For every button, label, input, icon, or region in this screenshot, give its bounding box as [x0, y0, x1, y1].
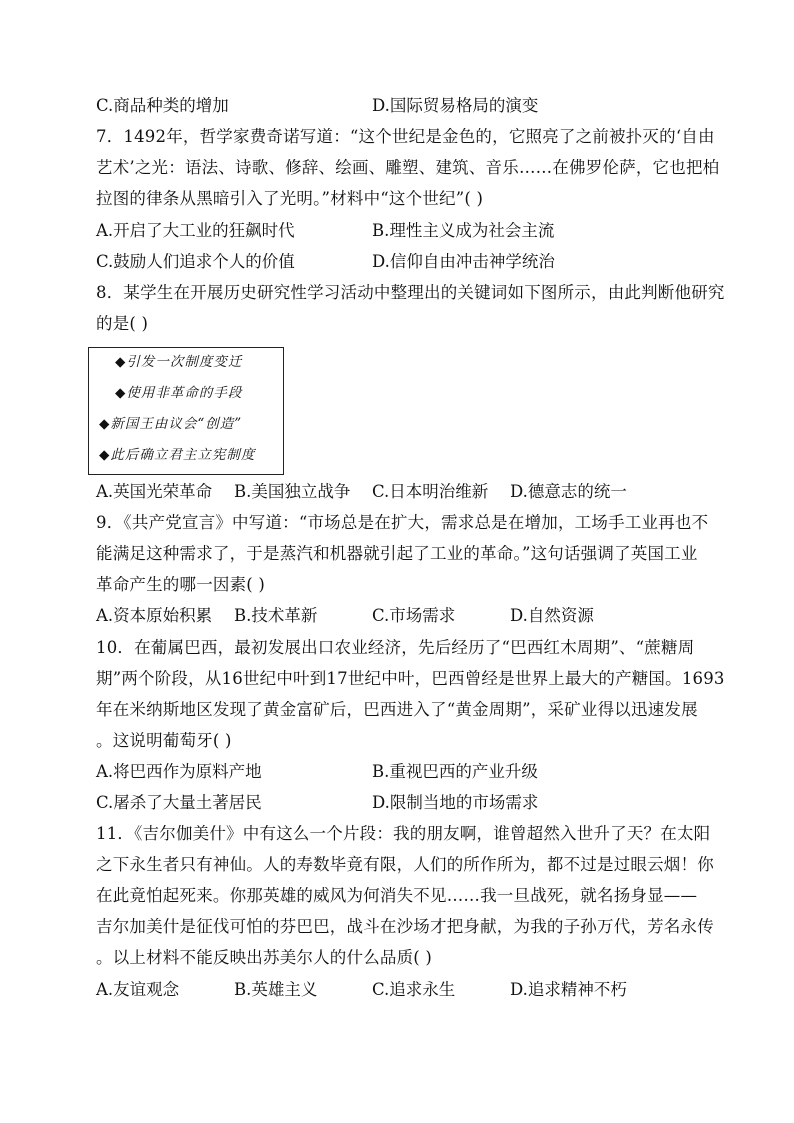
q11-stem-line-4: 吉尔加美什是征伐可怕的芬巴巴，战斗在沙场才把身献，为我的子孙万代，芳名永传 [96, 917, 714, 936]
q8-stem-line-2: 的是( ) [96, 314, 149, 333]
q7-option-d: D.信仰自由冲击神学统治 [372, 252, 555, 271]
q10-option-a: A.将巴西作为原料产地 [96, 762, 262, 781]
q10-option-c: C.屠杀了大量土著居民 [96, 793, 262, 812]
q11-option-a: A.友谊观念 [96, 980, 180, 999]
keyword-item: ◆使用非革命的手段 [115, 385, 243, 401]
q10-stem-line-2: 期”两个阶段，从16世纪中叶到17世纪中叶，巴西曾经是世界上最大的产糖国。1693 [96, 669, 725, 688]
q9-option-c: C.市场需求 [372, 606, 456, 625]
q6-option-c: C.商品种类的增加 [96, 96, 229, 115]
q11-stem-line-5: 。以上材料不能反映出苏美尔人的什么品质( ) [96, 948, 433, 967]
keyword-item: ◆此后确立君主立宪制度 [99, 447, 256, 463]
q8-option-b: B.美国独立战争 [234, 482, 351, 501]
q7-stem-line-3: 拉图的律条从黑暗引入了光明。”材料中“这个世纪”( ) [96, 189, 484, 208]
q11-option-d: D.追求精神不朽 [510, 980, 627, 999]
q10-stem-line-4: 。这说明葡萄牙( ) [96, 731, 232, 750]
keyword-item: ◆新国王由议会“创造” [99, 416, 243, 432]
q7-stem-line-2: 艺术’之光：语法、诗歌、修辞、绘画、雕塑、建筑、音乐……在佛罗伦萨，它也把柏 [96, 158, 720, 177]
q7-stem-line-1: 7．1492年，哲学家费奇诺写道：“这个世纪是金色的，它照亮了之前被扑灭的‘自由 [96, 127, 715, 146]
keyword-item: ◆引发一次制度变迁 [115, 354, 243, 370]
q8-option-a: A.英国光荣革命 [96, 482, 213, 501]
q11-option-b: B.英雄主义 [234, 980, 318, 999]
q9-stem-line-1: 9．《共产党宣言》中写道：“市场总是在扩大，需求总是在增加，工场手工业再也不 [96, 513, 709, 532]
q11-stem-line-1: 11．《吉尔伽美什》中有这么一个片段：我的朋友啊，谁曾超然入世升了天？在太阳 [96, 824, 711, 843]
q10-option-d: D.限制当地的市场需求 [372, 793, 539, 812]
keyword-box [88, 347, 284, 475]
q11-stem-line-2: 之下永生者只有神仙。人的寿数毕竟有限，人们的所作所为，都不过是过眼云烟！你 [96, 855, 714, 874]
q10-stem-line-1: 10．在葡属巴西，最初发展出口农业经济，先后经历了“巴西红木周期”、“蔗糖周 [96, 638, 695, 657]
q9-option-a: A.资本原始积累 [96, 606, 213, 625]
q8-stem-line-1: 8．某学生在开展历史研究性学习活动中整理出的关键词如下图所示，由此判断他研究 [96, 283, 725, 302]
q9-stem-line-2: 能满足这种需求了，于是蒸汽和机器就引起了工业的革命。”这句话强调了英国工业 [96, 544, 698, 563]
q7-option-b: B.理性主义成为社会主流 [372, 221, 555, 240]
q8-option-c: C.日本明治维新 [372, 482, 489, 501]
q9-option-b: B.技术革新 [234, 606, 318, 625]
q10-option-b: B.重视巴西的产业升级 [372, 762, 538, 781]
q11-stem-line-3: 在此竟怕起死来。你那英雄的威风为何消失不见……我一旦战死，就名扬身显—— [96, 886, 698, 905]
q7-option-c: C.鼓励人们追求个人的价值 [96, 252, 295, 271]
q7-option-a: A.开启了大工业的狂飙时代 [96, 221, 295, 240]
q10-stem-line-3: 年在米纳斯地区发现了黄金富矿后，巴西进入了“黄金周期”，采矿业得以迅速发展 [96, 700, 698, 719]
q9-stem-line-3: 革命产生的哪一因素( ) [96, 575, 266, 594]
q11-option-c: C.追求永生 [372, 980, 456, 999]
q9-option-d: D.自然资源 [510, 606, 594, 625]
q8-option-d: D.德意志的统一 [510, 482, 627, 501]
q6-option-d: D.国际贸易格局的演变 [372, 96, 539, 115]
